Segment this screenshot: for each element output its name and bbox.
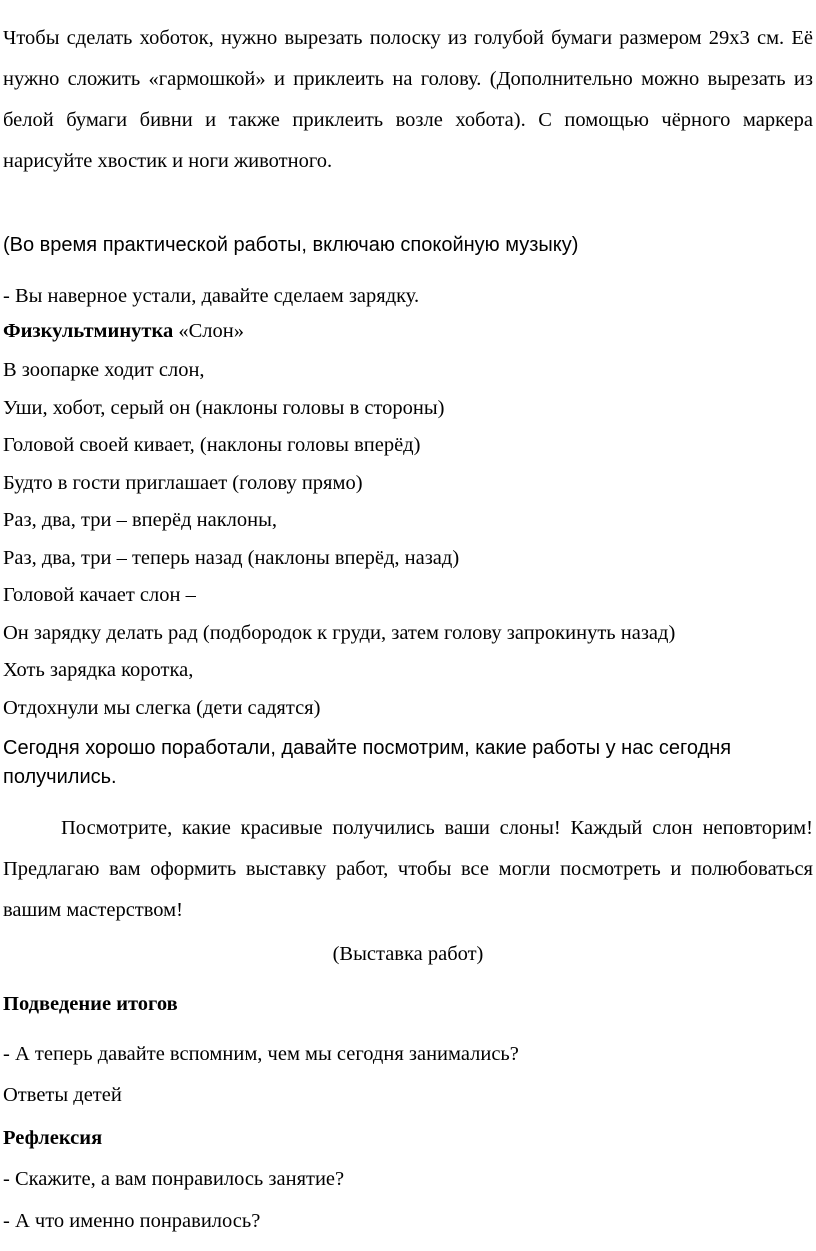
poem-line: Головой своей кивает, (наклоны головы вперёд) — [3, 434, 421, 456]
tired-line: - Вы наверное устали, давайте сделаем зарядку. — [3, 285, 420, 307]
poem-line: Будто в гости приглашает (голову прямо) — [3, 472, 363, 494]
summary-question: - А теперь давайте вспомним, чем мы сегодня занимались? — [3, 1043, 519, 1065]
fizminutka-title: «Слон» — [173, 320, 244, 342]
exhibition-note: (Выставка работ) — [332, 943, 484, 965]
reflection-heading: Рефлексия — [3, 1127, 103, 1149]
fizminutka-heading: Физкультминутка — [3, 320, 174, 342]
poem-line: В зоопарке ходит слон, — [3, 359, 205, 381]
poem-line: Раз, два, три – вперёд наклоны, — [3, 509, 277, 531]
poem-line: Он зарядку делать рад (подбородок к груди, затем голову запрокинуть назад) — [3, 622, 676, 644]
poem-line: Хоть зарядка коротка, — [3, 659, 194, 681]
intro-paragraph: Чтобы сделать хоботок, нужно вырезать полоску из голубой бумаги размером 29х3 см. Её нужно сложить «гармошкой» и приклеить на голову. (Дополнительно можно вырезать из белой бумаги бивни и также приклеить возле хобота). С помощью чёрного маркера нарисуйте хвостик и ноги животного. — [3, 27, 813, 172]
reflection-question-1: - Скажите, а вам понравилось занятие? — [3, 1168, 345, 1190]
poem-line: Головой качает слон – — [3, 584, 196, 606]
today-line: Сегодня хорошо поработали, давайте посмотрим, какие работы у нас сегодня получились. — [3, 737, 732, 788]
poem-line: Отдохнули мы слегка (дети садятся) — [3, 697, 321, 719]
fizminutka-heading-line — [3, 320, 813, 343]
summary-answers: Ответы детей — [3, 1084, 122, 1106]
exhibition-paragraph: Посмотрите, какие красивые получились ваши слоны! Каждый слон неповторим! Предлагаю вам оформить выставку работ, чтобы все могли посмотреть и полюбоваться вашим мастерством! — [3, 817, 813, 921]
music-note: (Во время практической работы, включаю спокойную музыку) — [3, 234, 579, 256]
poem-line: Уши, хобот, серый он (наклоны головы в стороны) — [3, 397, 445, 419]
summary-heading: Подведение итогов — [3, 993, 178, 1015]
poem-line: Раз, два, три – теперь назад (наклоны вперёд, назад) — [3, 547, 460, 569]
reflection-question-2: - А что именно понравилось? — [3, 1210, 261, 1232]
